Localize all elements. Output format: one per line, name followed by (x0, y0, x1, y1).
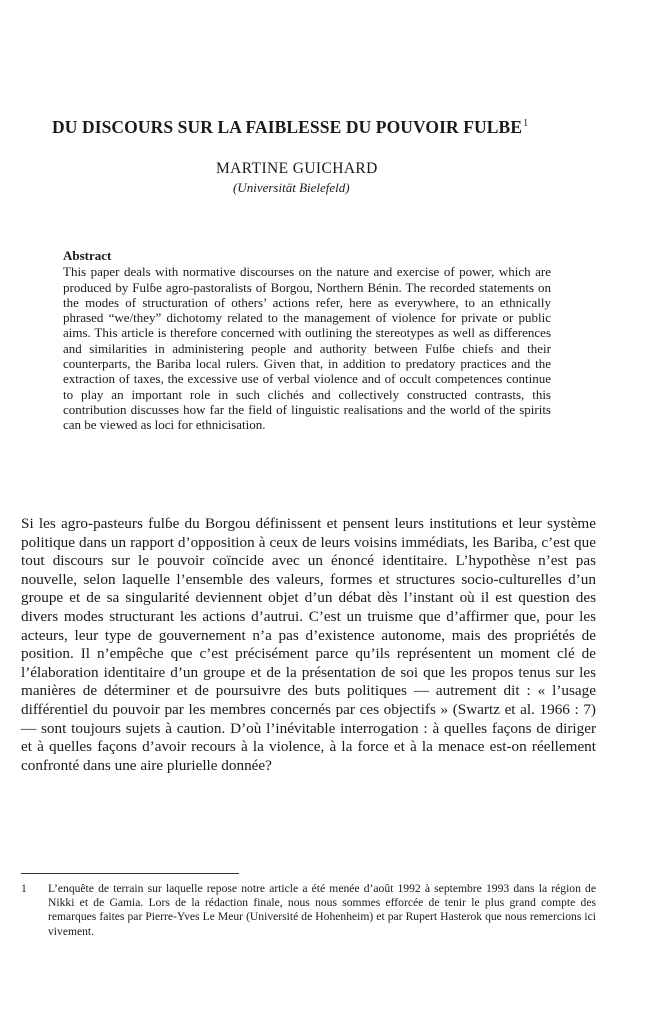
abstract-text: This paper deals with normative discourses on the nature and exercise of power, which are produced by Fulɓe agro-pastoralists of Borgou, Northern Bénin. The recorded statements on the modes of structuration of others’ actions refer, here as everywhere, to an ethnically phrased “we/they” dichotomy related to the management of violence for private or public aims. This article is therefore concerned with outlining the stereotypes as well as differences and similarities in administering people and authority between Fulɓe chiefs and their counterparts, the Bariba local rulers. Given that, in addition to predatory practices and the extraction of taxes, the excessive use of verbal violence and of occult competences continue to play an important role in such clichés and collectively constructed contrasts, this contribution discusses how far the field of linguistic realisations and the world of the spirits can be viewed as loci for ethnicisation. (63, 264, 551, 433)
abstract-heading: Abstract (63, 248, 112, 263)
footnote (21, 882, 596, 939)
footnote-text: L’enquête de terrain sur laquelle repose notre article a été menée d’août 1992 à septembre 1993 dans la région de Nikki et de Gamia. Lors de la rédaction finale, nous nous sommes efforcée de tenir le plus grand compte des remarques faites par Pierre-Yves Le Meur (Université de Hohenheim) et par Rupert Hasterok que nous remercions ici vivement. (48, 882, 596, 938)
footnote-number: 1 (21, 882, 27, 895)
body-section (21, 515, 596, 775)
article-title (52, 117, 612, 138)
article-title-text: DU DISCOURS SUR LA FAIBLESSE DU POUVOIR FULBE (52, 117, 523, 137)
footnote-separator (21, 873, 239, 874)
author-name: MARTINE GUICHARD (216, 160, 378, 177)
abstract-block (63, 248, 551, 433)
footnote-reference[interactable]: 1 (523, 118, 529, 129)
author-affiliation: (Universität Bielefeld) (233, 180, 350, 195)
body-paragraph: Si les agro-pasteurs fulɓe du Borgou définissent et pensent leurs institutions et leur système politique dans un rapport d’opposition à ceux de leurs voisins immédiats, les Bariba, c’est que tout discours sur le pouvoir coïncide avec un énoncé identitaire. L’hypothèse n’est pas nouvelle, selon laquelle l’ensemble des valeurs, formes et structures socio-culturelles d’un groupe et de sa singularité deviennent objet d’un débat dès l’instant où il est question des divers modes structurant les actions d’autrui. C’est un truisme que d’affirmer que, pour les acteurs, leur type de gouvernement n’a pas d’existence autonome, mais des propriétés de position. Il n’empêche que c’est précisément parce qu’ils représentent un moment clé de l’élaboration identitaire d’un groupe et de la présentation de soi que les propos tenus sur les manières de déterminer et de poursuivre des buts politiques — autrement dit : « l’usage différentiel du pouvoir par les membres concernés par ces objectifs » (Swartz et al. 1966 : 7) — sont toujours sujets à caution. D’où l’inévitable interrogation : à quelles façons de diriger et à quelles façons d’avoir recours à la violence, à la force et à la menace est-on réellement confronté dans une aire plurielle donnée? (21, 515, 596, 774)
